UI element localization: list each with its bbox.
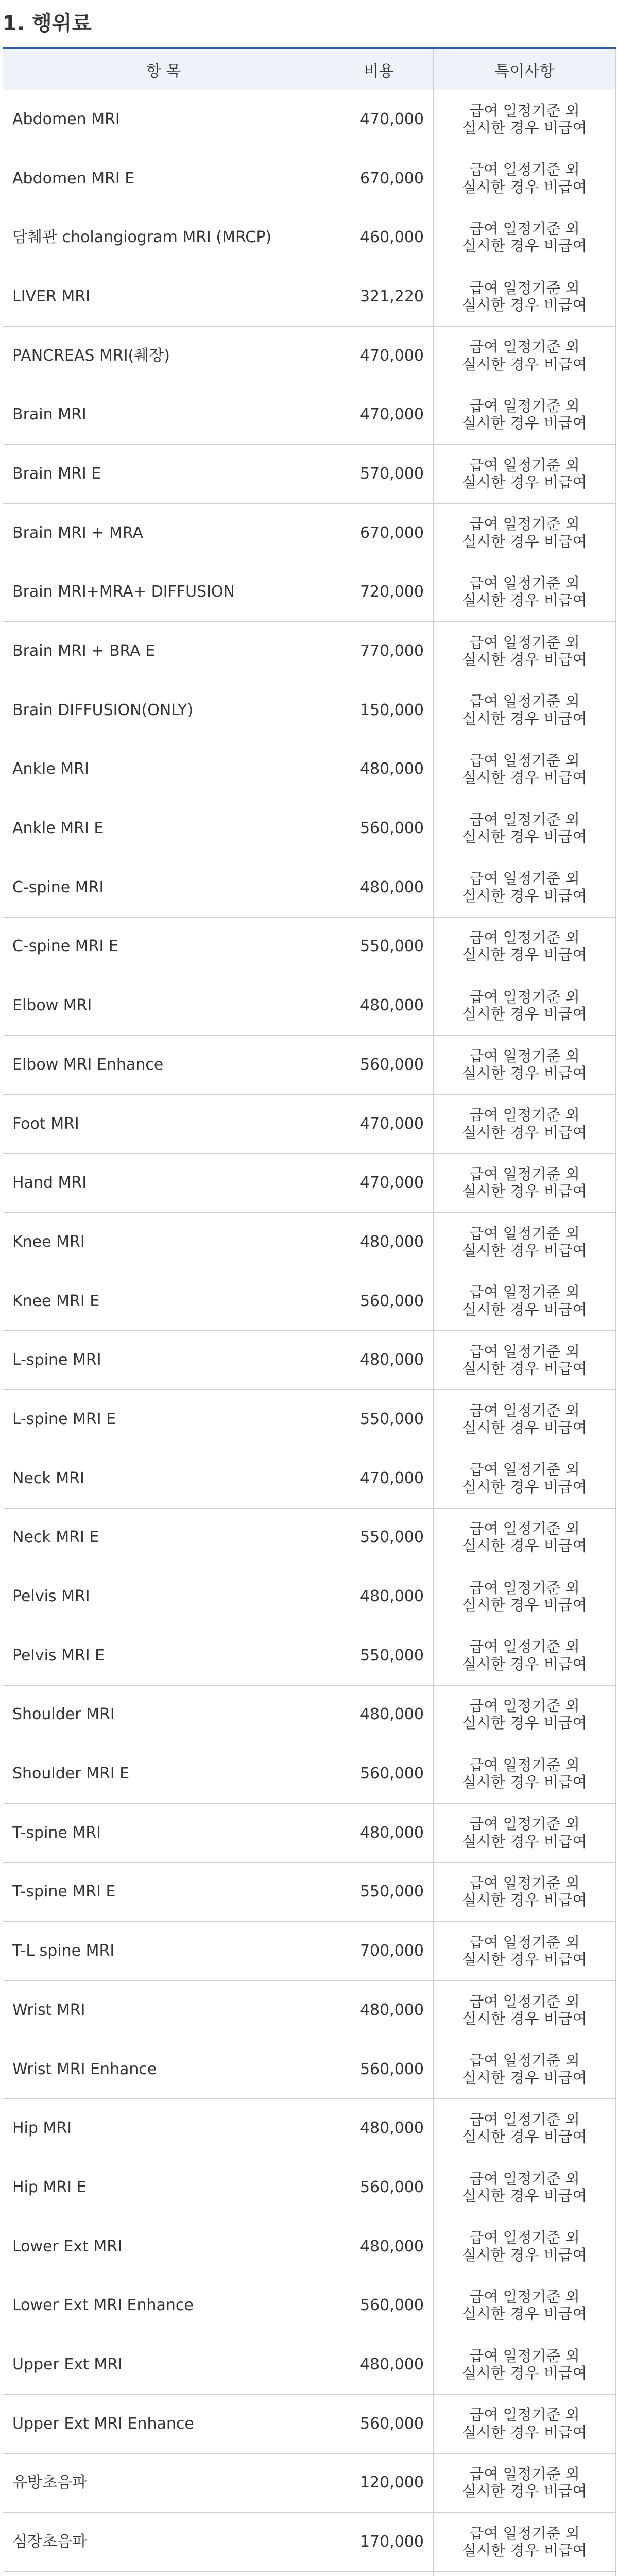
table-row — [3, 385, 616, 445]
row-note-cell: 급여 일정기준 외 실시한 경우 비급여 — [434, 2513, 616, 2572]
row-item-cell: Brain MRI + MRA — [3, 503, 324, 563]
row-cost-cell: 720,000 — [324, 563, 434, 622]
row-note-cell: 급여 일정기준 외 실시한 경우 비급여 — [434, 563, 616, 622]
table-row — [3, 1626, 616, 1685]
row-cost-cell: 480,000 — [324, 976, 434, 1036]
table-row — [3, 563, 616, 622]
row-item-cell: Shoulder MRI — [3, 1685, 324, 1744]
row-note-cell: 급여 일정기준 외 실시한 경우 비급여 — [434, 2040, 616, 2099]
row-item-cell: L-spine MRI E — [3, 1390, 324, 1449]
row-note-cell: 급여 일정기준 외 실시한 경우 비급여 — [434, 681, 616, 740]
table-row — [3, 208, 616, 267]
table-row — [3, 1213, 616, 1272]
table-row — [3, 503, 616, 563]
row-cost-cell: 570,000 — [324, 445, 434, 504]
row-cost-cell: 321,220 — [324, 267, 434, 327]
row-cost-cell: 670,000 — [324, 149, 434, 208]
table-row — [3, 2217, 616, 2276]
row-item-cell: Foot MRI — [3, 1094, 324, 1154]
row-note-cell: 급여 일정기준 외 실시한 경우 비급여 — [434, 858, 616, 917]
row-item-cell: Brain MRI+MRA+ DIFFUSION — [3, 563, 324, 622]
table-row — [3, 1744, 616, 1804]
row-cost-cell: 470,000 — [324, 90, 434, 149]
table-header — [3, 48, 616, 90]
row-note-cell: 급여 일정기준 외 실시한 경우 비급여 — [434, 1862, 616, 1922]
row-item-cell: 심장초음파 — [3, 2513, 324, 2572]
table-row — [3, 1508, 616, 1567]
row-item-cell: Upper Ext MRI Enhance — [3, 2394, 324, 2453]
row-note-cell: 급여 일정기준 외 실시한 경우 비급여 — [434, 917, 616, 976]
row-item-cell: Brain DIFFUSION(ONLY) — [3, 681, 324, 740]
row-note-cell: 급여 일정기준 외 실시한 경우 비급여 — [434, 503, 616, 563]
row-cost-cell: 670,000 — [324, 503, 434, 563]
row-cost-cell: 170,000 — [324, 2513, 434, 2572]
table-row — [3, 1036, 616, 1095]
table-row — [3, 1331, 616, 1390]
row-item-cell: LIVER MRI — [3, 267, 324, 327]
row-note-cell: 급여 일정기준 외 실시한 경우 비급여 — [434, 1508, 616, 1567]
row-cost-cell: 470,000 — [324, 385, 434, 445]
table-row — [3, 2571, 616, 2576]
row-item-cell: Abdomen MRI E — [3, 149, 324, 208]
row-cost-cell: 120,000 — [324, 2453, 434, 2513]
row-item-cell: Lower Ext MRI — [3, 2217, 324, 2276]
row-note-cell: 급여 일정기준 외 실시한 경우 비급여 — [434, 1036, 616, 1095]
row-note-cell: 급여 일정기준 외 실시한 경우 비급여 — [434, 1803, 616, 1862]
row-cost-cell — [324, 2571, 434, 2576]
table-row — [3, 1981, 616, 2040]
row-cost-cell: 560,000 — [324, 1036, 434, 1095]
row-cost-cell: 480,000 — [324, 1981, 434, 2040]
row-cost-cell: 470,000 — [324, 1449, 434, 1508]
row-note-cell: 급여 일정기준 외 실시한 경우 비급여 — [434, 326, 616, 385]
row-cost-cell: 700,000 — [324, 1922, 434, 1981]
row-item-cell: T-L spine MRI — [3, 1922, 324, 1981]
table-row — [3, 917, 616, 976]
table-row — [3, 2040, 616, 2099]
row-cost-cell: 480,000 — [324, 1803, 434, 1862]
table-row — [3, 1862, 616, 1922]
row-item-cell: L-spine MRI — [3, 1331, 324, 1390]
row-cost-cell: 470,000 — [324, 326, 434, 385]
row-cost-cell: 470,000 — [324, 1154, 434, 1213]
row-note-cell: 급여 일정기준 외 실시한 경우 비급여 — [434, 267, 616, 327]
row-item-cell: Elbow MRI — [3, 976, 324, 1036]
table-row — [3, 2276, 616, 2335]
table-row — [3, 90, 616, 149]
row-item-cell: C-spine MRI — [3, 858, 324, 917]
table-row — [3, 799, 616, 858]
row-cost-cell: 560,000 — [324, 799, 434, 858]
row-note-cell: 급여 일정기준 외 실시한 경우 비급여 — [434, 1331, 616, 1390]
row-note-cell: 급여 일정기준 외 실시한 경우 비급여 — [434, 799, 616, 858]
table-row — [3, 1803, 616, 1862]
table-row — [3, 149, 616, 208]
row-item-cell: Brain MRI + BRA E — [3, 622, 324, 681]
table-row — [3, 1922, 616, 1981]
row-note-cell: 급여 일정기준 외 실시한 경우 비급여 — [434, 1567, 616, 1626]
row-cost-cell: 480,000 — [324, 2335, 434, 2395]
row-item-cell: Hip MRI E — [3, 2158, 324, 2217]
section-title: 1. 행위료 — [3, 12, 92, 36]
row-note-cell: 급여 일정기준 외 실시한 경우 비급여 — [434, 385, 616, 445]
row-item-cell: Pelvis MRI — [3, 1567, 324, 1626]
row-note-cell: 급여 일정기준 외 실시한 경우 비급여 — [434, 208, 616, 267]
row-item-cell: Upper Ext MRI — [3, 2335, 324, 2395]
row-cost-cell: 560,000 — [324, 1272, 434, 1331]
table-row — [3, 858, 616, 917]
row-cost-cell: 480,000 — [324, 858, 434, 917]
header-item: 항 목 — [3, 48, 324, 90]
row-note-cell: 급여 일정기준 외 실시한 경우 비급여 — [434, 1213, 616, 1272]
row-item-cell — [3, 2571, 324, 2576]
row-item-cell: 유방초음파 — [3, 2453, 324, 2513]
row-item-cell: Pelvis MRI E — [3, 1626, 324, 1685]
table-row — [3, 2335, 616, 2395]
row-item-cell: Neck MRI — [3, 1449, 324, 1508]
table-row — [3, 976, 616, 1036]
row-note-cell: 급여 일정기준 외 실시한 경우 비급여 — [434, 1744, 616, 1804]
row-note-cell: 급여 일정기준 외 실시한 경우 비급여 — [434, 2276, 616, 2335]
row-cost-cell: 480,000 — [324, 1331, 434, 1390]
table-row — [3, 2453, 616, 2513]
table-row — [3, 2158, 616, 2217]
row-note-cell: 급여 일정기준 외 실시한 경우 비급여 — [434, 976, 616, 1036]
row-cost-cell: 480,000 — [324, 2217, 434, 2276]
header-note: 특이사항 — [434, 48, 616, 90]
table-row — [3, 1272, 616, 1331]
table-body — [3, 90, 616, 2576]
row-item-cell: Neck MRI E — [3, 1508, 324, 1567]
row-cost-cell: 470,000 — [324, 1094, 434, 1154]
row-cost-cell: 550,000 — [324, 1508, 434, 1567]
row-cost-cell: 560,000 — [324, 2276, 434, 2335]
row-note-cell: 급여 일정기준 외 실시한 경우 비급여 — [434, 1094, 616, 1154]
table-row — [3, 622, 616, 681]
row-item-cell: Hip MRI — [3, 2099, 324, 2158]
table-row — [3, 2394, 616, 2453]
row-note-cell: 급여 일정기준 외 실시한 경우 비급여 — [434, 2158, 616, 2217]
row-cost-cell: 480,000 — [324, 1213, 434, 1272]
row-cost-cell: 480,000 — [324, 740, 434, 799]
table-row — [3, 740, 616, 799]
row-note-cell — [434, 2571, 616, 2576]
row-item-cell: 담췌관 cholangiogram MRI (MRCP) — [3, 208, 324, 267]
row-note-cell: 급여 일정기준 외 실시한 경우 비급여 — [434, 2217, 616, 2276]
row-note-cell: 급여 일정기준 외 실시한 경우 비급여 — [434, 149, 616, 208]
table-row — [3, 1094, 616, 1154]
row-cost-cell: 550,000 — [324, 1862, 434, 1922]
row-cost-cell: 560,000 — [324, 1744, 434, 1804]
table-row — [3, 445, 616, 504]
row-cost-cell: 550,000 — [324, 1626, 434, 1685]
row-cost-cell: 560,000 — [324, 2158, 434, 2217]
table-row — [3, 1567, 616, 1626]
row-cost-cell: 150,000 — [324, 681, 434, 740]
row-cost-cell: 480,000 — [324, 1685, 434, 1744]
row-cost-cell: 460,000 — [324, 208, 434, 267]
row-note-cell: 급여 일정기준 외 실시한 경우 비급여 — [434, 1272, 616, 1331]
row-note-cell: 급여 일정기준 외 실시한 경우 비급여 — [434, 1922, 616, 1981]
row-item-cell: T-spine MRI — [3, 1803, 324, 1862]
row-item-cell: Ankle MRI E — [3, 799, 324, 858]
row-cost-cell: 550,000 — [324, 1390, 434, 1449]
row-item-cell: Knee MRI — [3, 1213, 324, 1272]
row-note-cell: 급여 일정기준 외 실시한 경우 비급여 — [434, 2099, 616, 2158]
row-item-cell: Lower Ext MRI Enhance — [3, 2276, 324, 2335]
row-item-cell: Knee MRI E — [3, 1272, 324, 1331]
row-cost-cell: 560,000 — [324, 2394, 434, 2453]
row-note-cell: 급여 일정기준 외 실시한 경우 비급여 — [434, 90, 616, 149]
row-note-cell: 급여 일정기준 외 실시한 경우 비급여 — [434, 2394, 616, 2453]
row-item-cell: T-spine MRI E — [3, 1862, 324, 1922]
table-row — [3, 1390, 616, 1449]
row-note-cell: 급여 일정기준 외 실시한 경우 비급여 — [434, 1685, 616, 1744]
row-cost-cell: 770,000 — [324, 622, 434, 681]
row-item-cell: Shoulder MRI E — [3, 1744, 324, 1804]
table-row — [3, 1154, 616, 1213]
row-cost-cell: 480,000 — [324, 1567, 434, 1626]
row-item-cell: PANCREAS MRI(췌장) — [3, 326, 324, 385]
row-note-cell: 급여 일정기준 외 실시한 경우 비급여 — [434, 1390, 616, 1449]
row-cost-cell: 560,000 — [324, 2040, 434, 2099]
row-note-cell: 급여 일정기준 외 실시한 경우 비급여 — [434, 2335, 616, 2395]
row-item-cell: Hand MRI — [3, 1154, 324, 1213]
row-item-cell: Brain MRI — [3, 385, 324, 445]
table-row — [3, 681, 616, 740]
table-row — [3, 1449, 616, 1508]
header-row — [3, 48, 616, 90]
row-cost-cell: 480,000 — [324, 2099, 434, 2158]
header-cost: 비용 — [324, 48, 434, 90]
row-note-cell: 급여 일정기준 외 실시한 경우 비급여 — [434, 1981, 616, 2040]
row-item-cell: Abdomen MRI — [3, 90, 324, 149]
row-note-cell: 급여 일정기준 외 실시한 경우 비급여 — [434, 1626, 616, 1685]
table-row — [3, 1685, 616, 1744]
row-item-cell: Brain MRI E — [3, 445, 324, 504]
table-row — [3, 2099, 616, 2158]
table-row — [3, 2513, 616, 2572]
row-note-cell: 급여 일정기준 외 실시한 경우 비급여 — [434, 740, 616, 799]
row-item-cell: C-spine MRI E — [3, 917, 324, 976]
row-item-cell: Wrist MRI Enhance — [3, 2040, 324, 2099]
row-note-cell: 급여 일정기준 외 실시한 경우 비급여 — [434, 622, 616, 681]
fee-table — [3, 47, 616, 2576]
row-cost-cell: 550,000 — [324, 917, 434, 976]
row-note-cell: 급여 일정기준 외 실시한 경우 비급여 — [434, 1154, 616, 1213]
table-row — [3, 267, 616, 327]
row-note-cell: 급여 일정기준 외 실시한 경우 비급여 — [434, 1449, 616, 1508]
row-item-cell: Elbow MRI Enhance — [3, 1036, 324, 1095]
row-item-cell: Wrist MRI — [3, 1981, 324, 2040]
row-item-cell: Ankle MRI — [3, 740, 324, 799]
table-row — [3, 326, 616, 385]
row-note-cell: 급여 일정기준 외 실시한 경우 비급여 — [434, 2453, 616, 2513]
row-note-cell: 급여 일정기준 외 실시한 경우 비급여 — [434, 445, 616, 504]
